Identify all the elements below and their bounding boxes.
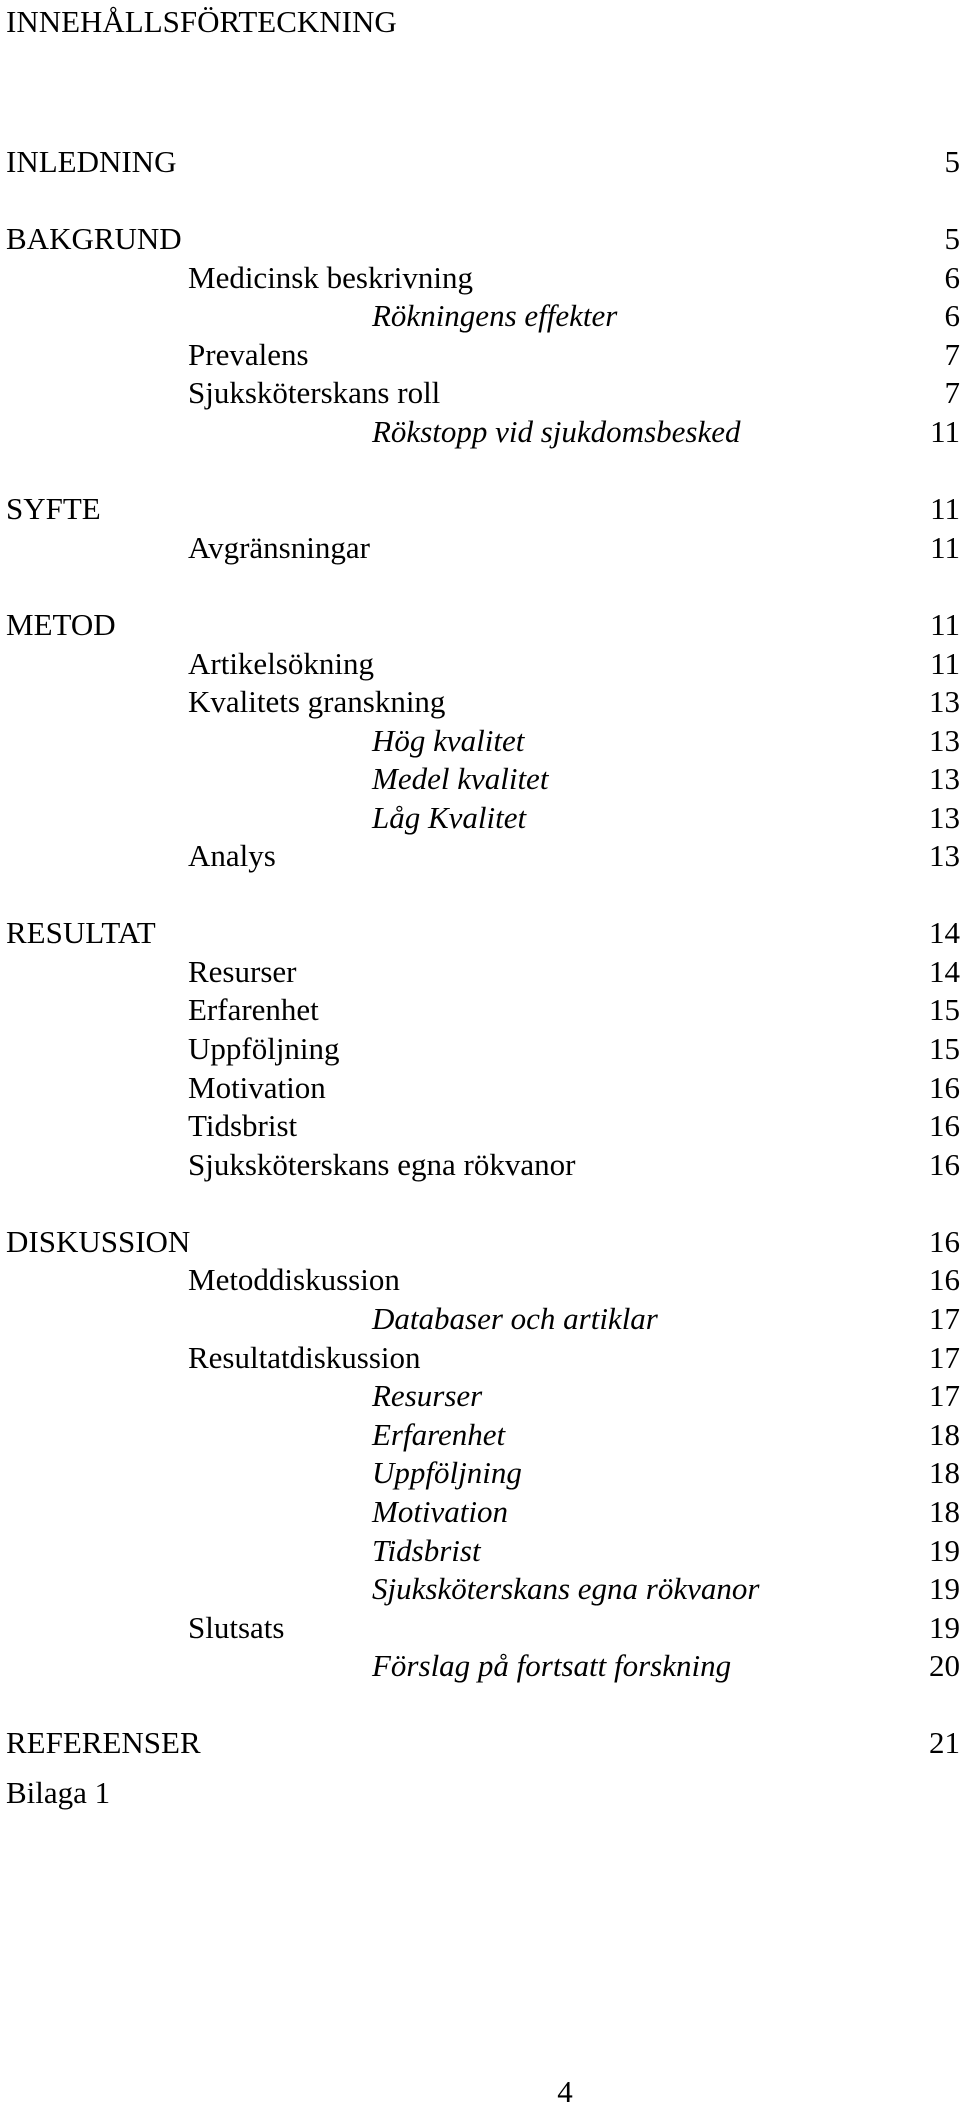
toc-entry-uppfoljning-19	[0, 1033, 960, 1069]
toc-entry-resurser-17	[0, 956, 960, 992]
toc-entry-tidsbrist-31	[0, 1535, 960, 1571]
toc-entry-motivation-20	[0, 1072, 960, 1108]
toc-entry-label: Uppföljning	[188, 1031, 340, 1066]
toc-entry-page: 13	[929, 684, 960, 719]
toc-entry-page: 16	[929, 1262, 960, 1297]
toc-entry-page: 11	[930, 491, 960, 526]
toc-entry-page: 15	[929, 1031, 960, 1066]
toc-entry-sjukskoterskans-roll-5	[0, 377, 960, 413]
toc-entry-page: 5	[944, 221, 960, 256]
toc-entry-tidsbrist-21	[0, 1110, 960, 1146]
toc-entry-label: SYFTE	[6, 491, 101, 526]
toc-entry-page: 21	[929, 1725, 960, 1760]
toc-entry-page: 16	[929, 1147, 960, 1182]
toc-entry-page: 17	[929, 1301, 960, 1336]
toc-entry-label: Förslag på fortsatt forskning	[372, 1648, 732, 1683]
toc-entry-page: 13	[929, 800, 960, 835]
toc-entry-metoddiskussion-24	[0, 1264, 960, 1300]
toc-entry-label: Tidsbrist	[372, 1533, 481, 1568]
toc-entry-page: 11	[930, 607, 960, 642]
toc-entry-label: Kvalitets granskning	[188, 684, 446, 719]
toc-entry-sjukskoterskans-egna-rokvanor-32	[0, 1573, 960, 1609]
toc-entry-page: 11	[930, 414, 960, 449]
toc-entry-page: 19	[929, 1610, 960, 1645]
toc-entry-label: Artikelsökning	[188, 646, 374, 681]
toc-entry-page: 15	[929, 992, 960, 1027]
toc-entry-artikelsokning-10	[0, 648, 960, 684]
toc-entry-slutsats-33	[0, 1612, 960, 1648]
toc-entry-page: 11	[930, 530, 960, 565]
toc-entry-bakgrund-1	[0, 223, 960, 259]
toc-entry-databaser-och-artiklar-25	[0, 1303, 960, 1339]
toc-entry-label: Avgränsningar	[188, 530, 370, 565]
toc-entry-analys-15	[0, 840, 960, 876]
toc-title: INNEHÅLLSFÖRTECKNING	[6, 4, 397, 39]
toc-entry-page: 13	[929, 761, 960, 796]
toc-entry-syfte-7	[0, 493, 960, 529]
toc-entry-label: INLEDNING	[6, 144, 177, 179]
toc-entry-label: Uppföljning	[372, 1455, 522, 1490]
toc-entry-page: 7	[944, 337, 960, 372]
toc-entry-label: Resurser	[188, 954, 297, 989]
toc-entry-label: DISKUSSION	[6, 1224, 191, 1259]
toc-entry-label: Prevalens	[188, 337, 309, 372]
toc-entry-label: Tidsbrist	[188, 1108, 298, 1143]
toc-entry-resurser-27	[0, 1380, 960, 1416]
toc-entry-label: BAKGRUND	[6, 221, 182, 256]
toc-entry-label: Rökningens effekter	[372, 298, 618, 333]
appendix-label: Bilaga 1	[6, 1775, 111, 1810]
toc-entry-sjukskoterskans-egna-rokvanor-22	[0, 1149, 960, 1185]
toc-entry-lag-kvalitet-14	[0, 802, 960, 838]
toc-entry-erfarenhet-28	[0, 1419, 960, 1455]
toc-entry-metod-9	[0, 609, 960, 645]
toc-entry-page: 17	[929, 1378, 960, 1413]
toc-entry-label: Sjuksköterskans roll	[188, 375, 441, 410]
toc-entry-label: Sjuksköterskans egna rökvanor	[372, 1571, 760, 1606]
toc-entry-erfarenhet-18	[0, 994, 960, 1030]
toc-entry-label: Resultatdiskussion	[188, 1340, 421, 1375]
toc-entry-resultat-16	[0, 917, 960, 953]
toc-entry-referenser-35	[0, 1727, 960, 1763]
toc-entry-label: Låg Kvalitet	[372, 800, 527, 835]
toc-entry-page: 16	[929, 1224, 960, 1259]
toc-entry-label: Slutsats	[188, 1610, 285, 1645]
toc-entry-avgransningar-8	[0, 532, 960, 568]
toc-entry-page: 13	[929, 723, 960, 758]
toc-entry-label: Erfarenhet	[372, 1417, 506, 1452]
toc-entry-rokstopp-vid-sjukdomsbesked-6	[0, 416, 960, 452]
toc-entry-label: Sjuksköterskans egna rökvanor	[188, 1147, 576, 1182]
toc-entry-label: Rökstopp vid sjukdomsbesked	[372, 414, 741, 449]
toc-entry-page: 6	[944, 298, 960, 333]
toc-entry-page: 17	[929, 1340, 960, 1375]
toc-entry-label: RESULTAT	[6, 915, 156, 950]
toc-entry-page: 20	[929, 1648, 960, 1683]
toc-entry-label: Erfarenhet	[188, 992, 319, 1027]
toc-entry-label: Metoddiskussion	[188, 1262, 400, 1297]
toc-entry-label: Motivation	[188, 1070, 326, 1105]
toc-entry-kvalitets-granskning-11	[0, 686, 960, 722]
toc-entry-label: Analys	[188, 838, 276, 873]
toc-entry-page: 18	[929, 1494, 960, 1529]
toc-entry-resultatdiskussion-26	[0, 1342, 960, 1378]
toc-entry-label: METOD	[6, 607, 116, 642]
toc-entry-page: 13	[929, 838, 960, 873]
toc-entry-forslag-pa-fortsatt-forskning-34	[0, 1650, 960, 1686]
toc-entry-prevalens-4	[0, 339, 960, 375]
toc-entry-label: Motivation	[372, 1494, 509, 1529]
toc-entry-label: Medicinsk beskrivning	[188, 260, 473, 295]
toc-entry-page: 19	[929, 1533, 960, 1568]
toc-entry-motivation-30	[0, 1496, 960, 1532]
toc-entry-diskussion-23	[0, 1226, 960, 1262]
toc-entry-uppfoljning-29	[0, 1457, 960, 1493]
toc-entry-label: Hög kvalitet	[372, 723, 525, 758]
toc-entry-page: 18	[929, 1417, 960, 1452]
toc-entry-hog-kvalitet-12	[0, 725, 960, 761]
toc-entry-page: 5	[944, 144, 960, 179]
page-number: 4	[557, 2074, 573, 2109]
toc-entry-label: Medel kvalitet	[372, 761, 549, 796]
toc-entry-label: Databaser och artiklar	[372, 1301, 658, 1336]
toc-entry-label: REFERENSER	[6, 1725, 201, 1760]
toc-entry-page: 19	[929, 1571, 960, 1606]
toc-entry-page: 18	[929, 1455, 960, 1490]
toc-entry-medicinsk-beskrivning-2	[0, 262, 960, 298]
toc-entry-page: 14	[929, 954, 960, 989]
toc-entry-page: 11	[930, 646, 960, 681]
toc-entry-rokningens-effekter-3	[0, 300, 960, 336]
toc-entry-label: Resurser	[372, 1378, 483, 1413]
toc-entry-page: 16	[929, 1108, 960, 1143]
toc-entry-page: 7	[944, 375, 960, 410]
toc-entry-medel-kvalitet-13	[0, 763, 960, 799]
toc-entry-page: 16	[929, 1070, 960, 1105]
toc-entry-page: 6	[944, 260, 960, 295]
toc-entry-inledning-0	[0, 146, 960, 182]
toc-entry-page: 14	[929, 915, 960, 950]
